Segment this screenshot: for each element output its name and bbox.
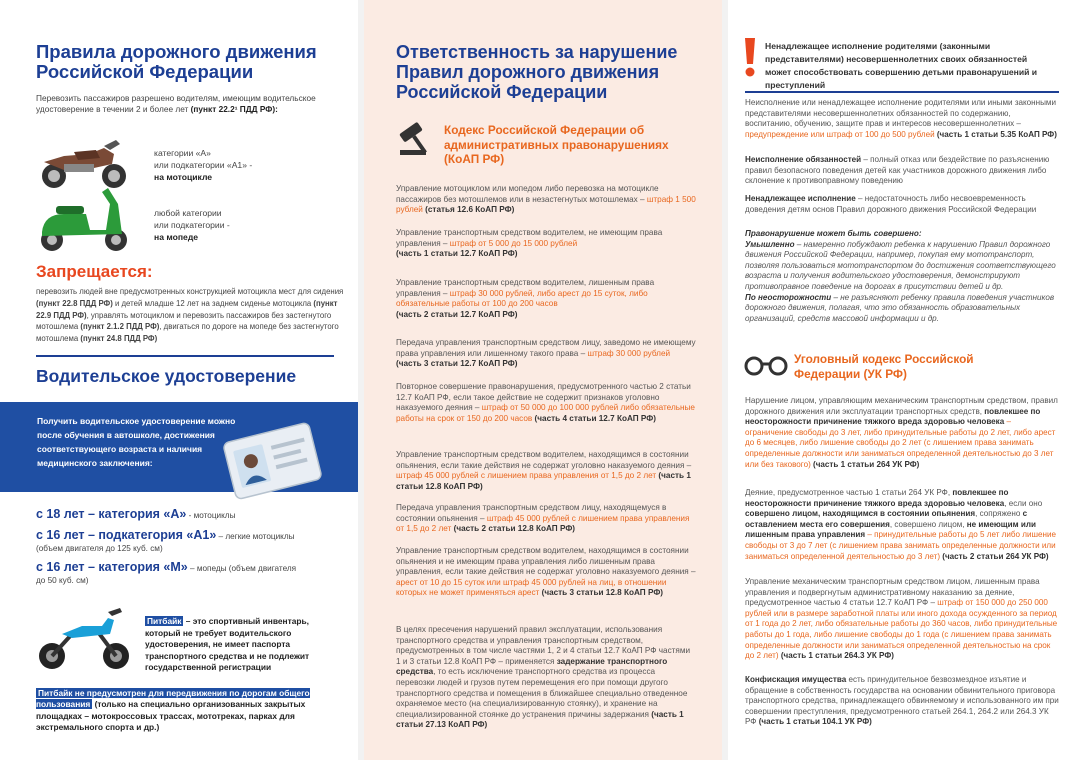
- parents-paragraph: Неисполнение обязанностей – полный отказ или бездействие по разъяснению правил безопасного поведения детей как участников дорожного движения либо склонение к противоправному поведению: [745, 155, 1050, 186]
- uk-paragraph: Конфискация имущества есть принудительное безвозмездное изъятие и обращение в собственность государства на основании обвинительного приговора транспортного средства, принадлежащего обвиняемому и использованного им при совершении преступления, предусмотренного статьей 264.1, 264.2 или 264.3 УК РФ (часть 1 статьи 104.1 УК РФ): [745, 675, 1059, 727]
- column-rules: [0, 0, 358, 760]
- scooter-icon: [36, 184, 132, 254]
- uk-heading: Уголовный кодекс Российской Федерации (УК РФ): [794, 352, 974, 381]
- column-responsibility: [364, 0, 722, 760]
- license-card-icon: [222, 418, 322, 500]
- parents-paragraph: Неисполнение или ненадлежащее исполнение родителями или иными законными представителями несовершеннолетних обязанностей по содержанию, воспитанию, обучению, защите прав и интересов несовершеннолетних – предупреждение или штраф от 100 до 500 рублей (часть 1 статьи 5.35 КоАП РФ): [745, 98, 1057, 139]
- gavel-icon: [396, 118, 440, 156]
- category-m-note: до 50 куб. см): [36, 576, 89, 585]
- violation-item: Управление транспортным средством водителем, находящимся в состоянии опьянения и не имеющим права управления либо лишенным права управления, если такие действия не содержат уголовно наказуемого деяния – арест от 10 до 15 суток или штраф 45 000 рублей на лиц, в отношении которых не может применяться арест (часть 3 статьи 12.8 КоАП РФ): [396, 546, 696, 598]
- moped-category-text: любой категории или подкатегории - на мопеде: [154, 208, 230, 242]
- parents-paragraph: Ненадлежащее исполнение – недостаточность либо несвоевременность доведения детям основ Правил дорожного движения Российской Федерации: [745, 194, 1037, 214]
- violation-item: Повторное совершение правонарушения, предусмотренного частью 2 статьи 12.7 КоАП РФ, если такое действие не содержит признаков уголовно наказуемого деяния – штраф от 50 000 до 100 000 рублей либо обязательные работы на срок от 150 до 200 часов (часть 4 статьи 12.7 КоАП РФ): [396, 382, 695, 423]
- handcuffs-icon: [744, 352, 788, 378]
- uk-paragraph: Нарушение лицом, управляющим механическим транспортным средством, правил дорожного движения или эксплуатации транспортных средств, повлекшее по неосторожности причинение тяжкого вреда здоровью человека – ограничение свободы до 3 лет, либо принудительные работы до 2 лет, либо арест до 6 месяцев, либо лишение свободы до 2 лет (с лишением права занимать определенные должности или заниматься определенной деятельностью до 3 лет или без такового) (часть 1 статьи 264 УК РФ): [745, 396, 1058, 469]
- divider: [745, 91, 1059, 93]
- responsibility-title: Ответственность за нарушение Правил дорожного движения Российской Федерации: [396, 42, 678, 102]
- intro-text: Перевозить пассажиров разрешено водителям, имеющим водительское удостоверение в течении 2 и более лет (пункт 22.2¹ ПДД РФ):: [36, 93, 316, 114]
- rules-title: Правила дорожного движения Российской Федерации: [36, 41, 317, 82]
- violation-item: Управление транспортным средством водителем, лишенным права управления – штраф 30 000 рублей, либо арест до 15 суток, либо обязательные работы от 100 до 200 часов (часть 2 статьи 12.7 КоАП РФ): [396, 278, 655, 319]
- uk-paragraph: Управление механическим транспортным средством лицом, лишенным права управления и подвергнутым административному наказанию за деяние, предусмотренное частью 4 статьи 12.7 КоАП РФ – штраф от 150 000 до 250 000 рублей или в размере заработной платы или иного дохода осужденного за период от 1 года до 2 лет, либо обязательные работы до 360 часов, либо принудительные работы до 1 года, либо лишение свободы до 1 года (с лишением права занимать определенные должности или заниматься определенной деятельностью на срок до 2 лет) (часть 1 статьи 264.3 УК РФ): [745, 577, 1058, 661]
- pitbike-definition: Питбайк – это спортивный инвентарь, который не требует водительского удостоверения, не имеет паспорта транспортного средства и не подлежит государственной регистрации: [145, 616, 310, 673]
- license-band-text: Получить водительское удостоверение можно после обучения в автошколе, достижения соответствующего возраста и наличия медицинского заключения:: [37, 416, 236, 468]
- forbidden-heading: Запрещается:: [36, 262, 153, 281]
- violation-item: Управление мотоциклом или мопедом либо перевозка на мотоцикле пассажиров без мотошлемов или в незастегнутых мотошлемах – штраф 1 500 рублей (статья 12.6 КоАП РФ): [396, 184, 696, 215]
- divider: [36, 355, 334, 357]
- vehicle-detention-text: В целях пресечения нарушений правил эксплуатации, использования транспортного средства и управления транспортным средством, предусмотренных в том числе частями 1, 2 и 4 статьи 12.7 КоАП РФ частями 1 и 3 статьи 12.8 КоАП РФ – применяется задержание транспортного средства, то есть исключение транспортного средства из процесса перевозки людей и грузов путем перемещения его при помощи другого транспортного средства и помещения в ближайшее специально отведенное охраняемое место (на специализированную стоянку), и хранение на специализированной стоянке до устранения причины задержания (часть 1 статьи 27.13 КоАП РФ): [396, 625, 691, 730]
- violation-item: Управление транспортным средством водителем, не имеющим права управления – штраф от 5 000 до 15 000 рублей (часть 1 статьи 12.7 КоАП РФ): [396, 228, 663, 259]
- moto-category-text: категории «А» или подкатегории «А1» - на мотоцикле: [154, 148, 253, 182]
- pitbike-restriction: Питбайк не предусмотрен для передвижения по дорогам общего пользования (только на специально организованных закрытых площадках – мотокроссовых трассах, мототреках, парках для экстремального спорта и др.): [36, 688, 310, 733]
- motorcycle-icon: [34, 134, 132, 190]
- column-parents: [728, 0, 1079, 760]
- pitbike-icon: [32, 604, 134, 672]
- uk-paragraph: Деяние, предусмотренное частью 1 статьи 264 УК РФ, повлекшее по неосторожности причинение тяжкого вреда здоровью человека, если оно совершено лицом, находящимся в состоянии опьянения, сопряжено с оставлением места его совершения, совершено лицом, не имеющим или лишенным права управления – принудительные работы до 5 лет либо лишение свободы от 3 до 7 лет (с лишением права занимать определенные должности или заниматься определенной деятельностью до 3 лет) (часть 2 статьи 264 УК РФ): [745, 488, 1057, 561]
- offense-forms: Правонарушение может быть совершено: Умышленно – намеренно побуждают ребенка к нарушению Правил дорожного движения Российской Федерации, например, покупая ему мототранспорт, позволяя пользоваться мототранспортом до достижения соответствующего возраста и получения водительского удостоверения, демонстрируют противоправное поведение на дорогах в присутствии детей и др. По неосторожности – не разъясняют ребенку правила поведения участников дорожного движения, полагая, что это обязанность образовательных организаций, средств массовой информации и др.: [745, 229, 1056, 323]
- koap-heading: Кодекс Российской Федерации об административных правонарушениях (КоАП РФ): [444, 123, 669, 166]
- category-m: с 16 лет – категория «М» – мопеды (объем двигателя: [36, 560, 297, 574]
- category-a1-note: (объем двигателя до 125 куб. см): [36, 544, 163, 553]
- violation-item: Передача управления транспортным средством лицу, находящемуся в состоянии опьянения – штраф 45 000 рублей с лишением права управления от 1,5 до 2 лет (часть 2 статьи 12.8 КоАП РФ): [396, 503, 690, 534]
- parents-warning: Ненадлежащее исполнение родителями (законными представителями) несовершеннолетних своих обязанностей может способствовать совершению детьми правонарушений и преступлений: [765, 41, 1038, 90]
- category-a1: с 16 лет – подкатегория «А1» – легкие мотоциклы: [36, 528, 295, 542]
- forbidden-text: перевозить людей вне предусмотренных конструкцией мотоцикла мест для сидения (пункт 22.8 ПДД РФ) и детей младше 12 лет на заднем сиденье мотоцикла (пункт 22.9 ПДД РФ), управлять мотоциклом и перевозить пассажиров без застегнутого мотошлема (пункт 2.1.2 ПДД РФ), двигаться по дороге на мопеде без застегнутого мотошлема (пункт 24.8 ПДД РФ): [36, 287, 344, 344]
- license-heading: Водительское удостоверение: [36, 366, 297, 386]
- violation-item: Управление транспортным средством водителем, находящимся в состоянии опьянения, если такие действия не содержат уголовно наказуемого деяния – штраф 45 000 рублей с лишением права управления от 1,5 до 2 лет (часть 1 статьи 12.8 КоАП РФ): [396, 450, 692, 491]
- exclamation-icon: [742, 36, 758, 78]
- category-a: с 18 лет – категория «А» - мотоциклы: [36, 507, 236, 521]
- violation-item: Передача управления транспортным средством лицу, заведомо не имеющему права управления или лишенному такого права – штраф 30 000 рублей (часть 3 статьи 12.7 КоАП РФ): [396, 338, 696, 369]
